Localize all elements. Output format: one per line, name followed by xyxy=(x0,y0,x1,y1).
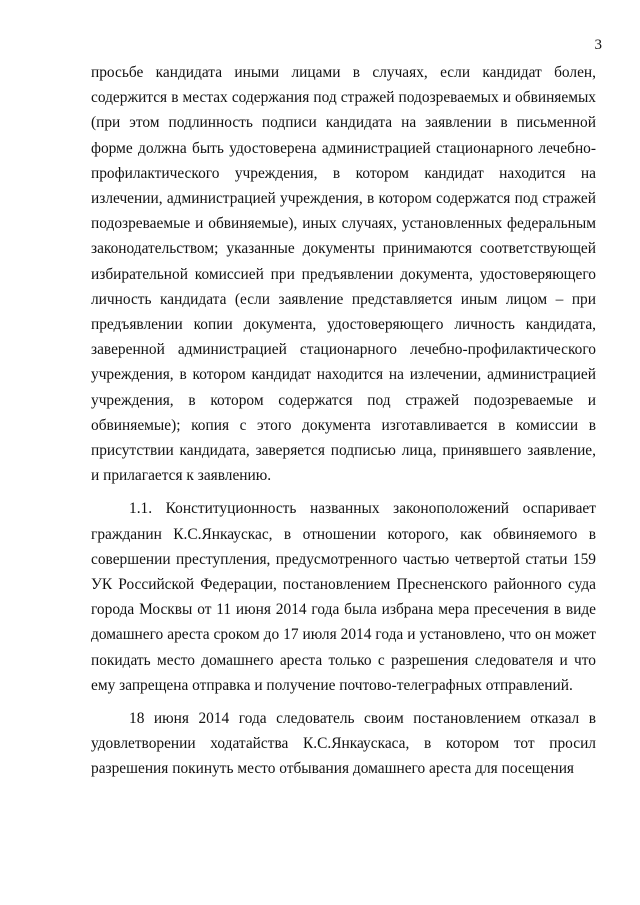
document-body xyxy=(91,60,596,782)
paragraph-continuation: просьбе кандидата иными лицами в случаях, если кандидат болен, содержится в местах содержания под стражей подозреваемых и обвиняемых (при этом подлинность подписи кандидата на заявлении в письменной форме должна быть удостоверена администрацией стационарного лечебно-профилактического учреждения, в котором кандидат находится на излечении, администрацией учреждения, в котором содержатся под стражей подозреваемые и обвиняемые), иных случаях, установленных федеральным законодательством; указанные документы принимаются соответствующей избирательной комиссией при предъявлении документа, удостоверяющего личность кандидата (если заявление представляется иным лицом – при предъявлении копии документа, удостоверяющего личность кандидата, заверенной администрацией стационарного лечебно-профилактического учреждения, в котором кандидат находится на излечении, администрацией учреждения, в котором содержатся под стражей подозреваемые и обвиняемые); копия с этого документа изготавливается в комиссии в присутствии кандидата, заверяется подписью лица, принявшего заявление, и прилагается к заявлению. xyxy=(91,64,596,485)
paragraph-june-18: 18 июня 2014 года следователь своим постановлением отказал в удовлетворении ходатайства К.С.Янкаускаса, в котором тот просил разрешения покинуть место отбывания домашнего ареста для посещения xyxy=(91,710,596,778)
paragraph-1-1: 1.1. Конституционность названных законоположений оспаривает гражданин К.С.Янкаускас, в отношении которого, как обвиняемого в совершении преступления, предусмотренного частью четвертой статьи 159 УК Российской Федерации, постановлением Пресненского районного суда города Москвы от 11 июня 2014 года была избрана мера пресечения в виде домашнего ареста сроком до 17 июля 2014 года и установлено, что он может покидать место домашнего ареста только с разрешения следователя и что ему запрещена отправка и получение почтово-телеграфных отправлений. xyxy=(91,500,596,694)
page-number: 3 xyxy=(594,37,602,53)
